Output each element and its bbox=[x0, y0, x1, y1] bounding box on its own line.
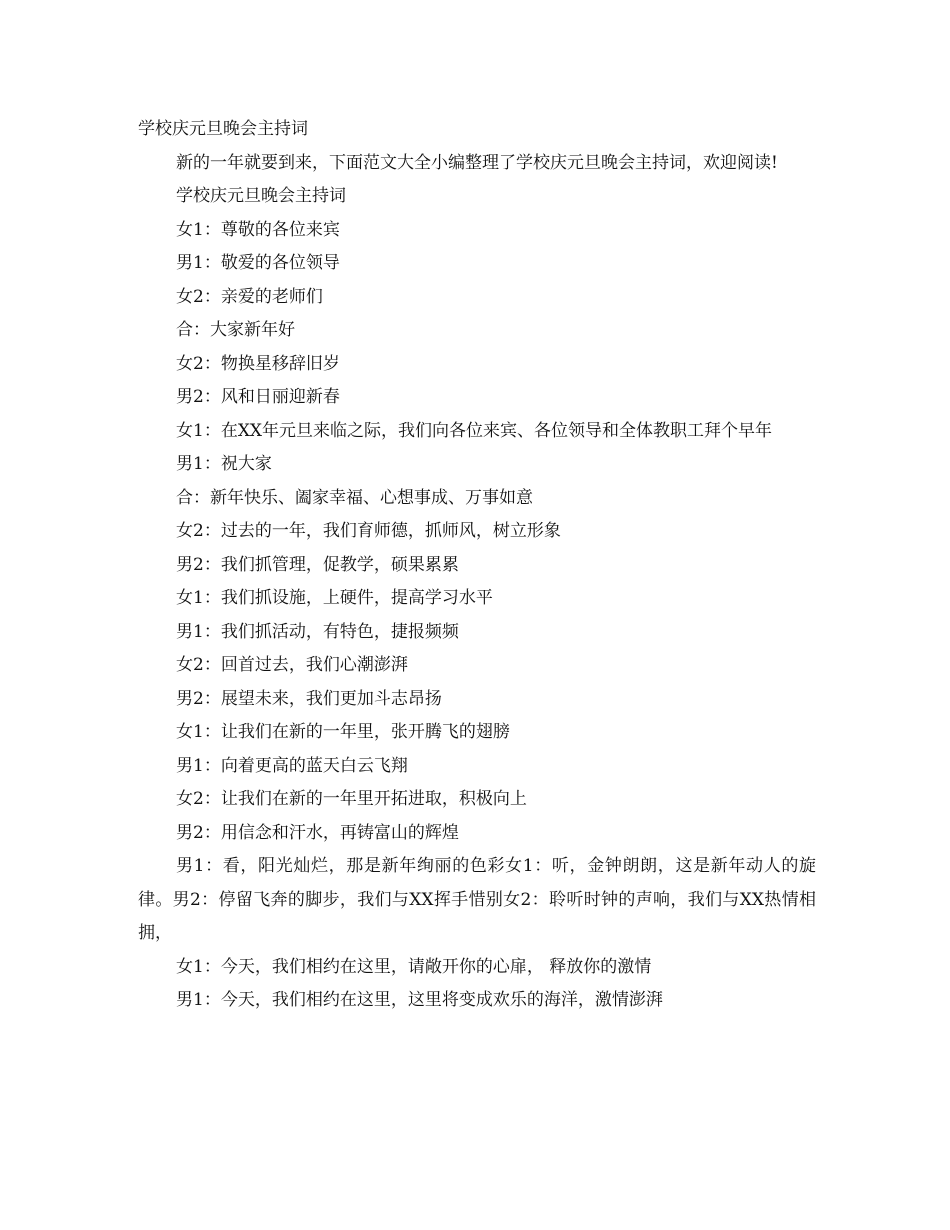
script-line: 女2：回首过去，我们心潮澎湃 bbox=[176, 655, 408, 675]
script-line: 男1：看，阳光灿烂，那是新年绚丽的色彩女1：听，金钟朗朗，这是新年动人的旋律。男2：停留飞奔的脚步，我们与XX挥手惜别女2：聆听时钟的声响，我们与XX热情相拥， bbox=[138, 856, 816, 943]
section-heading: 学校庆元旦晚会主持词 bbox=[176, 186, 346, 206]
script-line: 男2：风和日丽迎新春 bbox=[176, 387, 340, 407]
script-line: 合：大家新年好 bbox=[176, 320, 295, 340]
script-line: 女2：物换星移辞旧岁 bbox=[176, 353, 340, 374]
script-line: 女1：在XX年元旦来临之际，我们向各位来宾、各位领导和全体教职工拜个早年 bbox=[176, 420, 773, 441]
document-page bbox=[138, 113, 816, 1018]
script-line: 男1：向着更高的蓝天白云飞翔 bbox=[176, 755, 408, 776]
script-line: 男1：祝大家 bbox=[176, 454, 272, 474]
document-title: 学校庆元旦晚会主持词 bbox=[138, 119, 308, 139]
script-line: 男1：我们抓活动，有特色，捷报频频 bbox=[176, 621, 459, 642]
script-line: 合：新年快乐、阖家幸福、心想事成、万事如意 bbox=[176, 487, 533, 508]
script-line: 女2：过去的一年，我们育师德，抓师风，树立形象 bbox=[176, 521, 561, 541]
script-line: 男2：用信念和汗水，再铸富山的辉煌 bbox=[176, 822, 459, 843]
script-line: 男2：展望未来，我们更加斗志昂扬 bbox=[176, 688, 442, 709]
script-line: 女1：今天，我们相约在这里，请敞开你的心扉， 释放你的激情 bbox=[176, 956, 652, 977]
script-line: 女1：我们抓设施，上硬件，提高学习水平 bbox=[176, 588, 493, 608]
intro-paragraph: 新的一年就要到来，下面范文大全小编整理了学校庆元旦晚会主持词，欢迎阅读! bbox=[176, 152, 778, 173]
script-line: 女1：尊敬的各位来宾 bbox=[176, 219, 340, 240]
script-line: 女2：亲爱的老师们 bbox=[176, 286, 323, 307]
script-line: 女1：让我们在新的一年里，张开腾飞的翅膀 bbox=[176, 722, 510, 742]
script-line: 男1：今天，我们相约在这里，这里将变成欢乐的海洋，激情澎湃 bbox=[176, 990, 663, 1010]
script-line: 女2：让我们在新的一年里开拓进取，积极向上 bbox=[176, 789, 527, 809]
script-lines bbox=[138, 214, 816, 1018]
script-line: 男1：敬爱的各位领导 bbox=[176, 253, 340, 273]
script-line: 男2：我们抓管理，促教学，硕果累累 bbox=[176, 554, 459, 575]
